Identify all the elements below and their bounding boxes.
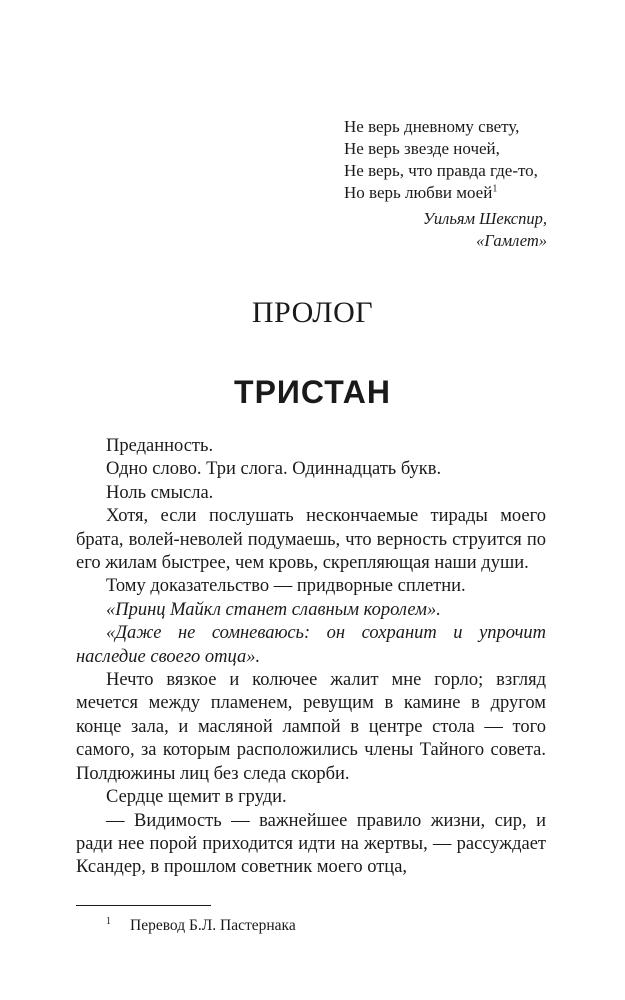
footnote: 1 Перевод Б.Л. Пастернака: [106, 915, 296, 934]
paragraph-italic-quote: «Даже не сомневаюсь: он сохранит и упрочит наследие своего отца».: [76, 623, 546, 667]
epigraph-attribution: [423, 208, 547, 252]
paragraph: Ноль смысла.: [106, 482, 214, 503]
epigraph-work: «Гамлет»: [476, 231, 547, 250]
epigraph: [344, 116, 584, 204]
epigraph-line: Не верь звезде ночей,: [344, 139, 500, 158]
footnote-text: Перевод Б.Л. Пастернака: [130, 917, 296, 934]
epigraph-line: Но верь любви моей: [344, 183, 493, 202]
paragraph: Хотя, если послушать нескончаемые тирады моего брата, волей-неволей подумаешь, что верность струится по его жилам быстрее, чем кровь, скрепляющая наши души.: [76, 506, 546, 574]
chapter-heading: ТРИСТАН: [234, 374, 391, 410]
epigraph-line: Не верь дневному свету,: [344, 117, 520, 136]
paragraph: Преданность.: [106, 436, 214, 456]
body-text: [76, 435, 546, 880]
paragraph: Тому доказательство — придворные сплетни.: [106, 576, 466, 597]
prologue-heading: ПРОЛОГ: [251, 296, 374, 329]
epigraph-line: Не верь, что правда где-то,: [344, 161, 538, 180]
epigraph-author: Уильям Шекспир,: [423, 209, 547, 228]
footnote-divider: [76, 905, 211, 906]
footnote-reference[interactable]: 1: [492, 183, 498, 195]
paragraph: Сердце щемит в груди.: [106, 787, 287, 808]
epigraph-last-line: [344, 182, 584, 204]
paragraph: Одно слово. Три слога. Одиннадцать букв.: [106, 459, 442, 480]
paragraph: Нечто вязкое и колючее жалит мне горло; взгляд мечется между пламенем, ревущим в камине в другом конце зала, и масляной лампой в центре стола — того самого, за которым расположились члены Тайного совета. Полдюжины лиц без следа скорби.: [76, 670, 546, 784]
paragraph: — Видимость — важнейшее правило жизни, сир, и ради нее порой приходится идти на жертвы, — рассуждает Ксандер, в прошлом советник моего отца,: [76, 810, 546, 878]
paragraph-italic-quote: «Принц Майкл станет славным королем».: [106, 599, 441, 620]
